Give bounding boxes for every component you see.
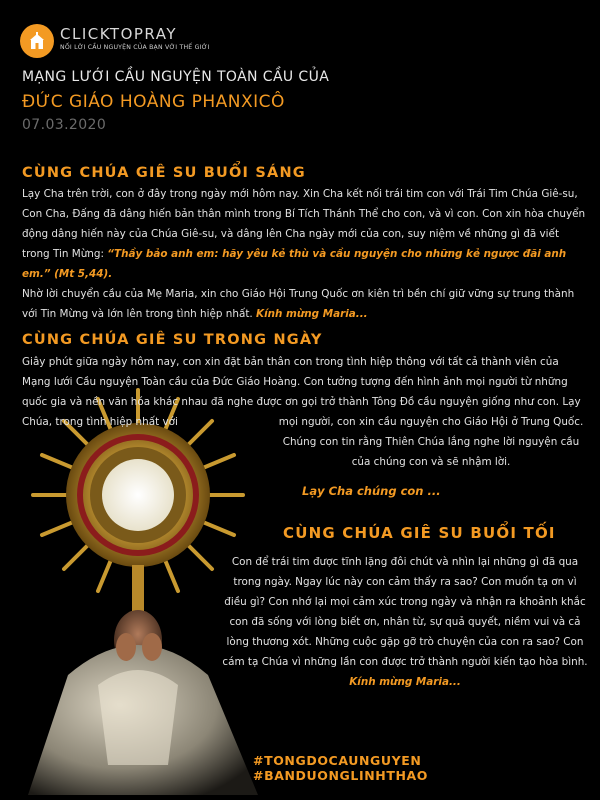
day-prayer-top: Giây phút giữa ngày hôm nay, con xin đặt bản thân con trong tình hiệp thông với tất cả thành viên của Mạng lưới Cầu nguyện Toàn cầu của Đức Giáo Hoàng. Con tưởng tượng đến hình ảnh mọi người từ những quốc gia và nền văn hóa khác nhau đã nghe được ơn gọi trở thành Tông Đồ cầu nguyện giống như con. Lạy Chúa, trong tình hiệp nhất với xyxy=(22,356,581,428)
evening-heading: CÙNG CHÚA GIÊ SU BUỔI TỐI xyxy=(283,524,556,542)
morning-closing: Kính mừng Maria... xyxy=(256,308,368,320)
pope-title: ĐỨC GIÁO HOÀNG PHANXICÔ xyxy=(22,92,285,112)
day-prayer-bottom: mọi người, con xin cầu nguyện cho Giáo Hội ở Trung Quốc. Chúng con tin rằng Thiên Chúa lắng nghe lời nguyện cầu của chúng con và sẽ nhậm lời. xyxy=(278,416,584,468)
evening-text: Con để trái tim được tĩnh lặng đôi chút và nhìn lại những gì đã qua trong ngày. Ngay lúc này con cảm thấy ra sao? Con muốn tạ ơn vì điều gì? Con nhớ lại mọi cảm xúc trong ngày và nhận ra khoảnh khắc con đã sống với lòng biết ơn, nhân từ, sự quả quyết, niềm vui và cả lòng thương xót. Những cuộc gặp gỡ trò chuyện của con ra sao? Con cám tạ Chúa vì những lần con được trở thành người kiến tạo hòa bình. xyxy=(222,556,588,668)
evening-closing: Kính mừng Maria... xyxy=(349,676,461,688)
morning-heading: CÙNG CHÚA GIÊ SU BUỔI SÁNG xyxy=(22,165,306,181)
morning-text-2: Nhờ lời chuyển cầu của Mẹ Maria, xin cho Giáo Hội Trung Quốc ơn kiên trì bền chí giữ vững sự trung thành với Tin Mừng và lớn lên trong tình hiệp nhất. xyxy=(22,288,575,320)
brand-name: CLICKTOPRAY xyxy=(60,25,177,43)
day-closing: Lạy Cha chúng con ... xyxy=(302,484,441,498)
morning-prayer xyxy=(22,184,588,324)
brand-tagline: NỐI LỜI CẦU NGUYỆN CỦA BẠN VỚI THẾ GIỚI xyxy=(60,44,210,51)
evening-prayer xyxy=(222,552,588,692)
day-heading: CÙNG CHÚA GIÊ SU TRONG NGÀY xyxy=(22,332,323,348)
date-label: 07.03.2020 xyxy=(22,117,107,133)
hashtags: #TONGDOCAUNGUYEN #BANDUONGLINHTHAO xyxy=(253,753,429,783)
morning-text-1: Lạy Cha trên trời, con ở đây trong ngày mới hôm nay. Xin Cha kết nối trái tim con với Trái Tim Chúa Giê-su, Con Cha, Đấng đã dâng hiến bản thân mình trong Bí Tích Thánh Thể cho con, và vì con. Con xin hòa chuyển động dâng hiến này của Chúa Giê-su, và dâng lên Cha ngày mới của con, suy niệm về những gì đã viết trong Tin Mừng: xyxy=(22,188,586,260)
clicktopray-logo xyxy=(20,24,54,58)
network-subtitle: MẠNG LƯỚI CẦU NGUYỆN TOÀN CẦU CỦA xyxy=(22,69,330,85)
morning-quote: “Thầy bảo anh em: hãy yêu kẻ thù và cầu nguyện cho những kẻ ngược đãi anh em.” (Mt 5,44). xyxy=(22,248,567,280)
church-icon xyxy=(29,32,45,50)
